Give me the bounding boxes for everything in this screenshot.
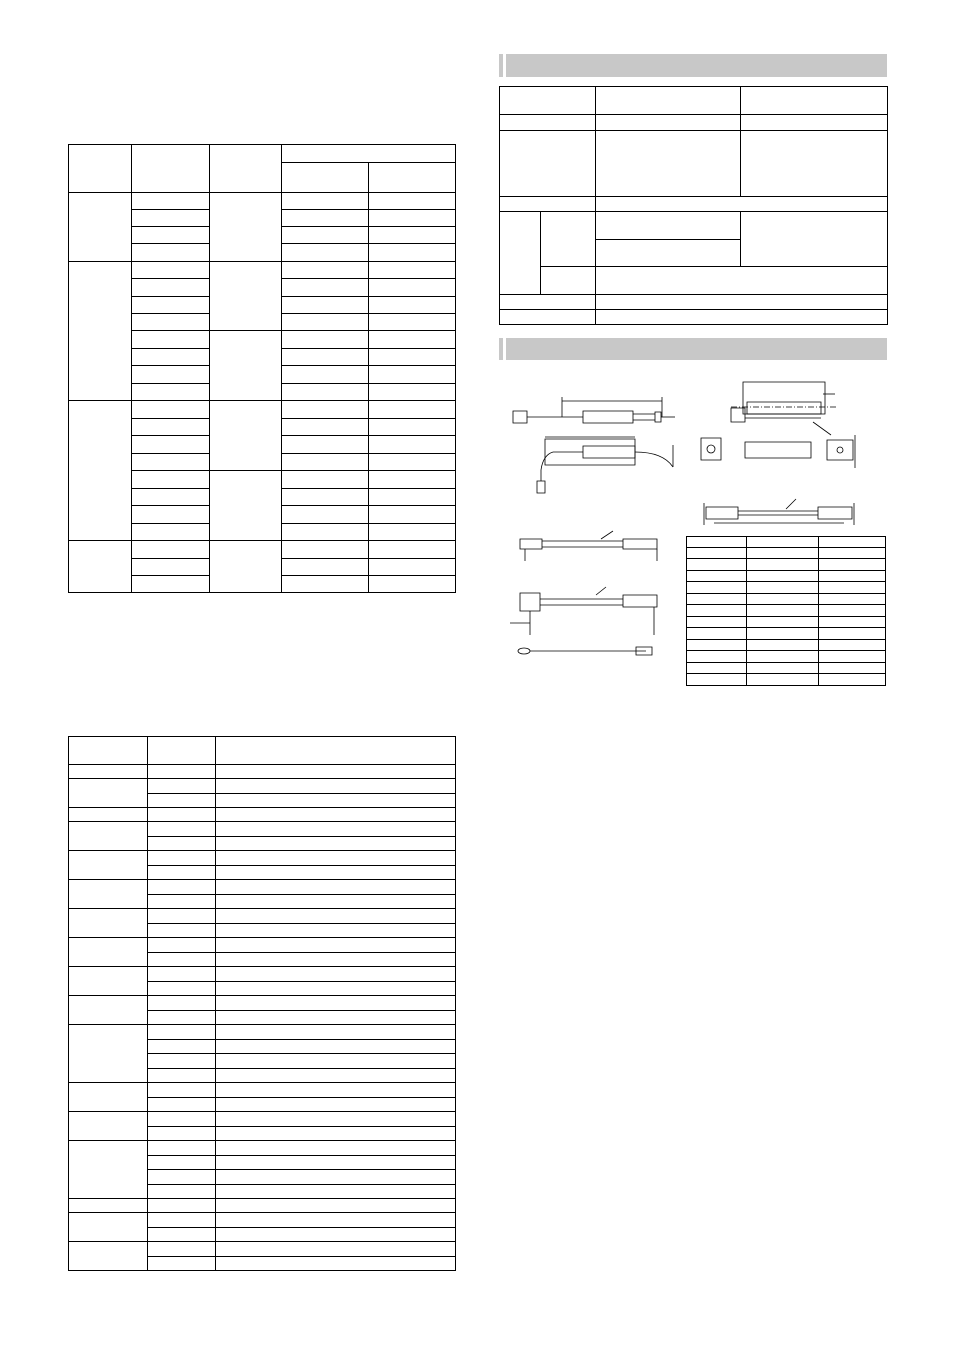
model-table [68,144,456,593]
cable-length-table [686,536,886,686]
accessory-table [68,736,456,1271]
drawing-amplifier-connector [505,395,685,505]
section-heading-specifications [499,54,887,77]
drawing-extension-cable [700,495,860,535]
drawing-sensor-head-right-angle [508,583,668,673]
spec-table [499,86,888,325]
drawing-amplifier-views [695,380,875,470]
heading-marker [503,54,506,77]
section-heading-dimensions [499,338,887,360]
drawing-sensor-head-straight [515,525,665,570]
heading-marker [503,338,506,360]
